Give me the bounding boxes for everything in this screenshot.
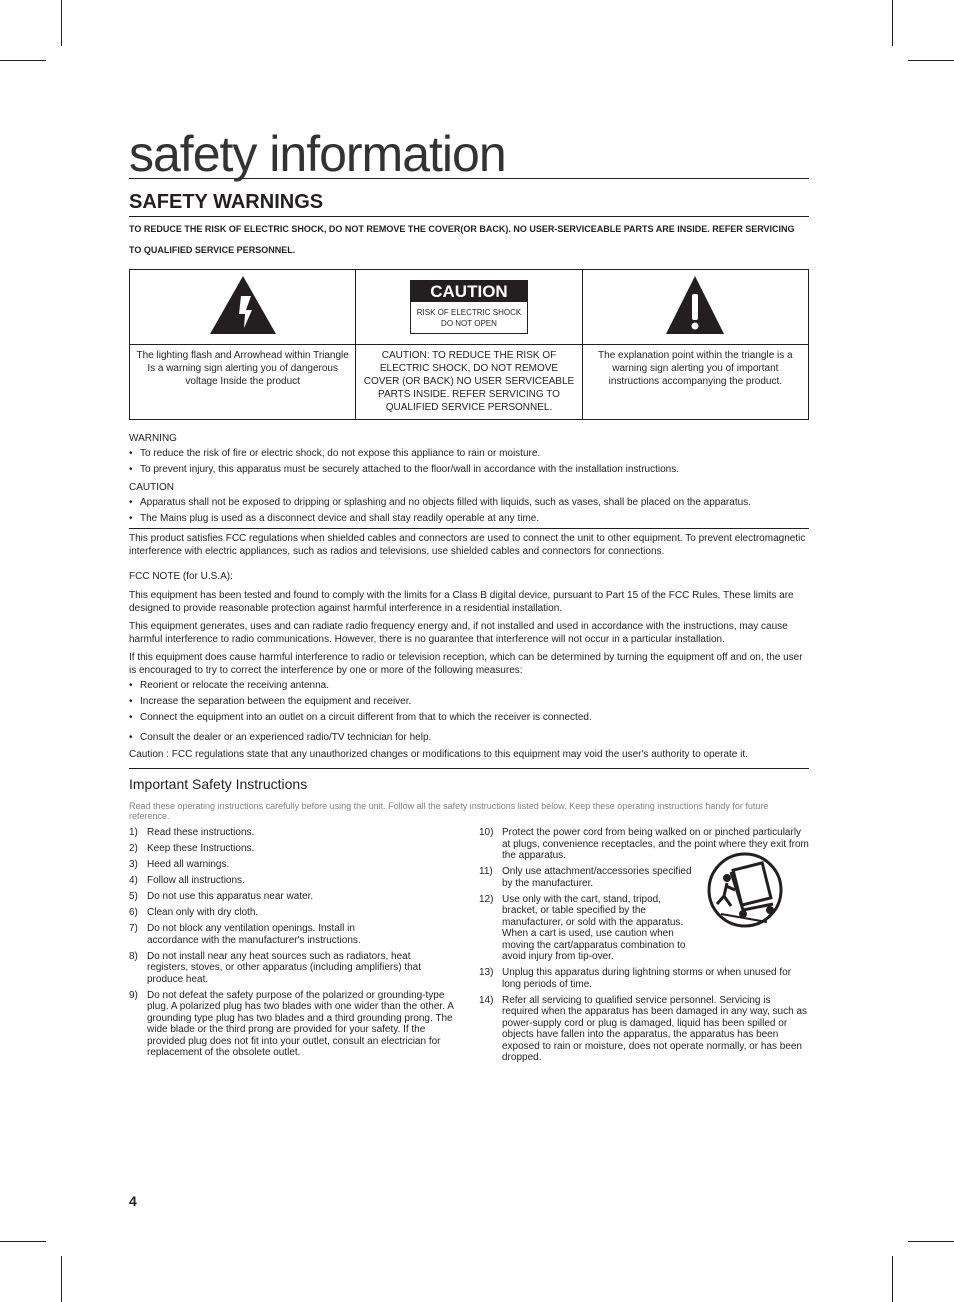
fcc-measures-list: [129, 679, 809, 744]
list-item: • Reorient or relocate the receiving antenna.: [129, 679, 809, 692]
exclamation-triangle-icon: [664, 274, 726, 336]
instruction-text: Do not use this apparatus near water.: [147, 891, 314, 902]
instruction-item: [129, 923, 377, 946]
instruction-number: 11): [479, 866, 493, 877]
instruction-text: Do not block any ventilation openings. Install in accordance with the manufacturer's instructions.: [147, 923, 361, 946]
divider: [129, 528, 809, 529]
instruction-text: Protect the power cord from being walked on or pinched particularly at plugs, convenience receptacles, and the point where they exit from the apparatus.: [502, 827, 809, 861]
exclamation-symbol-cell: [582, 270, 808, 345]
caution-header: CAUTION: [411, 281, 527, 302]
instruction-item: [479, 967, 809, 990]
instruction-item: [129, 891, 459, 903]
fcc-caution-line: Caution : FCC regulations state that any unauthorized changes or modifications to this equipment may void the user's authority to operate it.: [129, 749, 748, 760]
instruction-number: 8): [129, 950, 138, 962]
crop-mark: [892, 1256, 893, 1302]
crop-mark: [908, 60, 954, 61]
crop-mark: [0, 1241, 46, 1242]
instruction-item: [129, 951, 447, 986]
instruction-item: [479, 866, 692, 889]
instruction-item: [129, 843, 459, 855]
list-item: • Connect the equipment into an outlet on a circuit different from that to which the receiver is connected.: [129, 711, 809, 724]
page-number: 4: [129, 1193, 137, 1209]
fcc-note-label: FCC NOTE (for U.S.A):: [129, 571, 233, 582]
instruction-text: Do not defeat the safety purpose of the polarized or grounding-type plug. A polarized plug has two blades with one wider than the other. A grounding type plug has two blades and a third grounding prong. The wide blade or the third prong are provided for your safety. If the provided plug does not fit into your outlet, consult an electrician for replacement of the obsolete outlet.: [147, 989, 454, 1058]
warning-label: WARNING: [129, 433, 177, 444]
instruction-item: [129, 875, 459, 887]
instruction-number: 5): [129, 891, 138, 902]
caution-list: [129, 496, 809, 525]
instructions-list-left: [129, 827, 459, 1059]
instruction-text: Read these instructions.: [147, 827, 255, 838]
instruction-item: [129, 907, 459, 919]
caution-explanation: CAUTION: TO REDUCE THE RISK OF ELECTRIC SHOCK, DO NOT REMOVE COVER (OR BACK) NO USER SERVICEABLE PARTS INSIDE. REFER SERVICING TO QUALIFIED SERVICE PERSONNEL.: [356, 345, 582, 420]
instruction-number: 6): [129, 907, 138, 918]
instruction-item: [129, 990, 459, 1059]
divider: [129, 768, 809, 769]
instruction-item: [479, 894, 692, 963]
list-item: • To reduce the risk of fire or electric shock, do not expose this appliance to rain or moisture.: [129, 447, 809, 460]
crop-mark: [61, 0, 62, 46]
instruction-item: [129, 827, 459, 839]
important-safety-intro: Read these operating instructions carefully before using the unit. Follow all the safety instructions listed below. Keep these operating instructions handy for future reference.: [129, 801, 769, 821]
instruction-number: 1): [129, 827, 138, 838]
instruction-text: Clean only with dry cloth.: [147, 907, 259, 918]
caution-label-text: CAUTION: [129, 482, 174, 493]
section-title: SAFETY WARNINGS: [129, 191, 809, 217]
fcc-statement: This product satisfies FCC regulations when shielded cables and connectors are used to connect the unit to other equipment. To prevent electromagnetic interference with electric appliances, such as radios and televisions, use shielded cables and connectors for connections.: [129, 533, 806, 557]
caution-sub-line1: RISK OF ELECTRIC SHOCK: [416, 308, 522, 317]
instruction-text: Heed all warnings.: [147, 859, 230, 870]
instruction-number: 10): [479, 827, 494, 838]
exclamation-explanation: The explanation point within the triangle is a warning sign alerting you of important instructions accompanying the product.: [582, 345, 808, 420]
instruction-item: [129, 859, 459, 871]
crop-mark: [0, 60, 46, 61]
crop-mark: [892, 0, 893, 46]
caution-label: [410, 280, 528, 334]
lightning-symbol-cell: [130, 270, 356, 345]
instruction-text: Follow all instructions.: [147, 875, 245, 886]
caution-subtext: [411, 302, 527, 333]
instruction-number: 9): [129, 989, 138, 1001]
safety-symbols-table: [129, 269, 809, 420]
fcc-paragraph-3: If this equipment does cause harmful interference to radio or television reception, which can be determined by turning the equipment off and on, the user is encouraged to try to correct the interference by one or more of the following measures:: [129, 652, 803, 676]
cart-warning-icon: [707, 852, 783, 928]
list-item: • Apparatus shall not be exposed to dripping or splashing and no objects filled with liquids, such as vases, shall be placed on the apparatus.: [129, 496, 809, 509]
fcc-paragraph-2: This equipment generates, uses and can radiate radio frequency energy and, if not installed and used in accordance with the instructions, may cause harmful interference to radio communications. However, there is no guarantee that interference will not occur in a particular installation.: [129, 621, 788, 645]
page-title: safety information: [129, 128, 809, 179]
caution-label-cell: [356, 270, 582, 345]
instruction-number: 13): [479, 967, 494, 978]
list-item: • To prevent injury, this apparatus must be securely attached to the floor/wall in accordance with the installation instructions.: [129, 463, 809, 476]
safety-intro: TO REDUCE THE RISK OF ELECTRIC SHOCK, DO NOT REMOVE THE COVER(OR BACK). NO USER-SERVICEABLE PARTS ARE INSIDE. REFER SERVICING TO QUALIFIED SERVICE PERSONNEL.: [129, 224, 795, 255]
fcc-paragraph-1: This equipment has been tested and found to comply with the limits for a Class B digital device, pursuant to Part 15 of the FCC Rules. These limits are designed to provide reasonable protection against harmful interference in a residential installation.: [129, 590, 794, 614]
caution-sub-line2: DO NOT OPEN: [441, 319, 497, 328]
list-item: • Consult the dealer or an experienced radio/TV technician for help.: [129, 731, 809, 744]
instruction-text: Refer all servicing to qualified service personnel. Servicing is required when the apparatus has been damaged in any way, such as power-supply cord or plug is damaged, liquid has been spilled or objects have fallen into the apparatus, the apparatus has been exposed to rain or moisture, does not operate normally, or has been dropped.: [502, 994, 808, 1063]
instruction-text: Unplug this apparatus during lightning storms or when unused for long periods of time.: [502, 967, 792, 990]
instruction-item: [479, 995, 809, 1064]
lightning-triangle-icon: [208, 274, 278, 336]
instruction-number: 3): [129, 859, 138, 870]
instruction-number: 12): [479, 893, 494, 905]
list-item: • The Mains plug is used as a disconnect device and shall stay readily operable at any time.: [129, 512, 809, 525]
instruction-text: Only use attachment/accessories specified by the manufacturer.: [502, 866, 692, 889]
instruction-text: Use only with the cart, stand, tripod, bracket, or table specified by the manufacturer, or sold with the apparatus. When a cart is used, use caution when moving the cart/apparatus combination to avoid injury from tip-over.: [502, 893, 686, 962]
lightning-explanation: The lighting flash and Arrowhead within Triangle Is a warning sign alerting you of dangerous voltage Inside the product: [130, 345, 356, 420]
instruction-text: Do not install near any heat sources such as radiators, heat registers, stoves, or other apparatus (including amplifiers) that produce heat.: [147, 950, 422, 985]
instruction-number: 4): [129, 875, 138, 886]
instruction-number: 7): [129, 923, 138, 934]
crop-mark: [61, 1256, 62, 1302]
instruction-number: 14): [479, 994, 494, 1006]
instruction-text: Keep these Instructions.: [147, 843, 255, 854]
instructions-left-column: [129, 827, 459, 1068]
crop-mark: [908, 1241, 954, 1242]
list-item: • Increase the separation between the equipment and receiver.: [129, 695, 809, 708]
important-safety-title: Important Safety Instructions: [129, 776, 308, 792]
warning-list: [129, 447, 809, 476]
instruction-number: 2): [129, 843, 138, 854]
